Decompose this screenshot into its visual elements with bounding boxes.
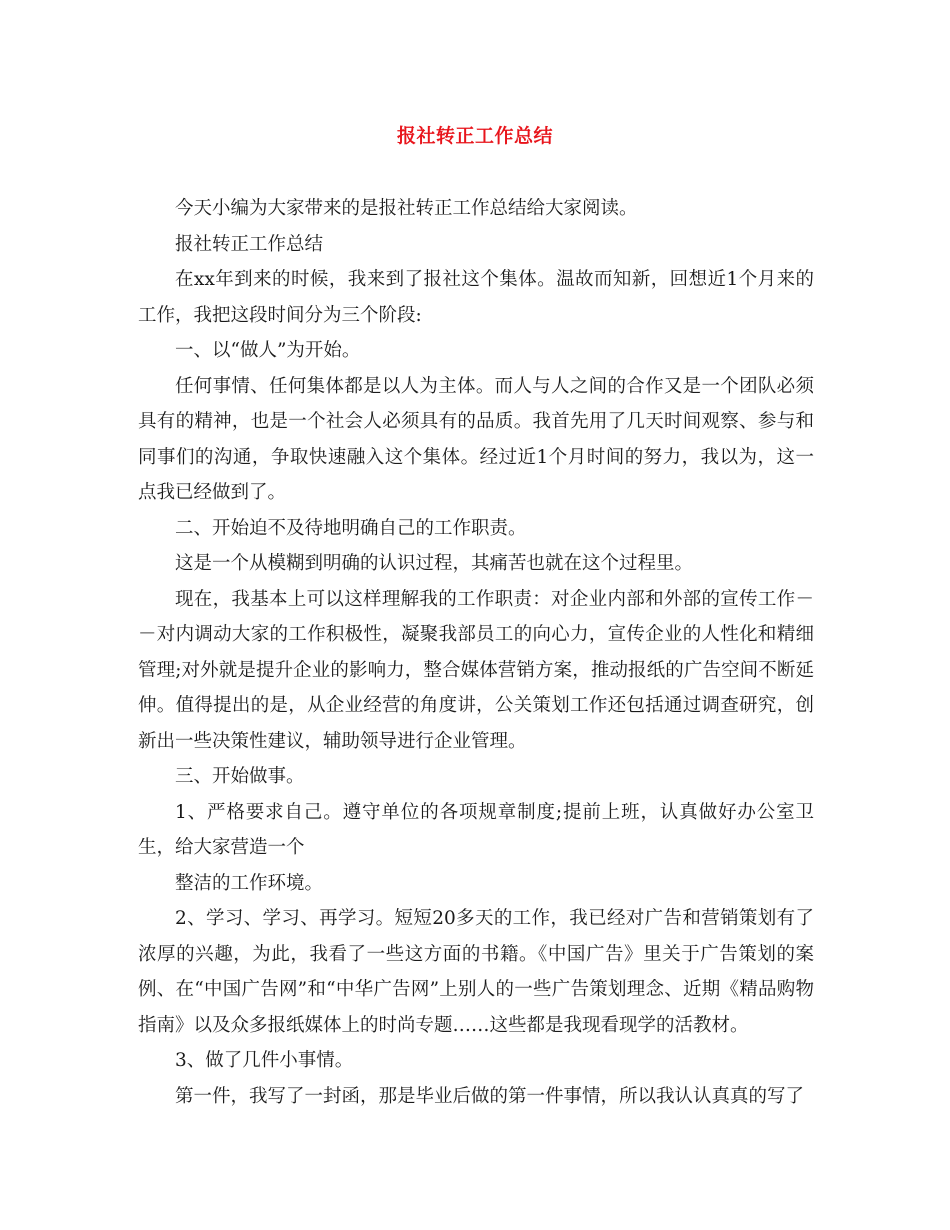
paragraph: 一、以“做人”为开始。 bbox=[175, 340, 361, 361]
paragraph: 今天小编为大家带来的是报社转正工作总结给大家阅读。 bbox=[175, 198, 638, 219]
paragraph: 1、严格要求自己。遵守单位的各项规章制度;提前上班，认真做好办公室卫生，给大家营造一个 bbox=[138, 801, 814, 858]
paragraph: 这是一个从模糊到明确的认识过程，其痛苦也就在这个过程里。 bbox=[175, 553, 694, 574]
paragraph: 任何事情、任何集体都是以人为主体。而人与人之间的合作又是一个团队必须具有的精神，也是一个社会人必须具有的品质。我首先用了几天时间观察、参与和同事们的沟通，争取快速融入这个集体。经过近1个月时间的努力，我以为，这一点我已经做到了。 bbox=[138, 375, 814, 503]
paragraph: 3、做了几件小事情。 bbox=[175, 1050, 354, 1071]
paragraph: 三、开始做事。 bbox=[175, 766, 305, 787]
paragraph: 二、开始迫不及待地明确自己的工作职责。 bbox=[175, 517, 527, 539]
paragraph: 报社转正工作总结 bbox=[175, 233, 324, 255]
document-title: 报社转正工作总结 bbox=[396, 125, 553, 147]
paragraph: 现在，我基本上可以这样理解我的工作职责：对企业内部和外部的宣传工作－－对内调动大家的工作积极性，凝聚我部员工的向心力，宣传企业的人性化和精细管理;对外就是提升企业的影响力，整合媒体营销方案，推动报纸的广告空间不断延伸。值得提出的是，从企业经营的角度讲，公关策划工作还包括通过调查研究，创新出一些决策性建议，辅助领导进行企业管理。 bbox=[138, 588, 814, 752]
paragraph: 第一件，我写了一封函，那是毕业后做的第一件事情，所以我认认真真的写了 bbox=[175, 1085, 805, 1107]
paragraph: 2、学习、学习、再学习。短短20多天的工作，我已经对广告和营销策划有了浓厚的兴趣，为此，我看了一些这方面的书籍。《中国广告》里关于广告策划的案例、在“中国广告网”和“中华广告网”上别人的一些广告策划理念、近期《精品购物指南》以及众多报纸媒体上的时尚专题……这些都是我现看现学的活教材。 bbox=[138, 908, 814, 1036]
paragraph: 整洁的工作环境。 bbox=[175, 872, 324, 894]
paragraph: 在xx年到来的时候，我来到了报社这个集体。温故而知新，回想近1个月来的工作，我把这段时间分为三个阶段: bbox=[138, 269, 814, 326]
document-body bbox=[138, 191, 814, 1114]
